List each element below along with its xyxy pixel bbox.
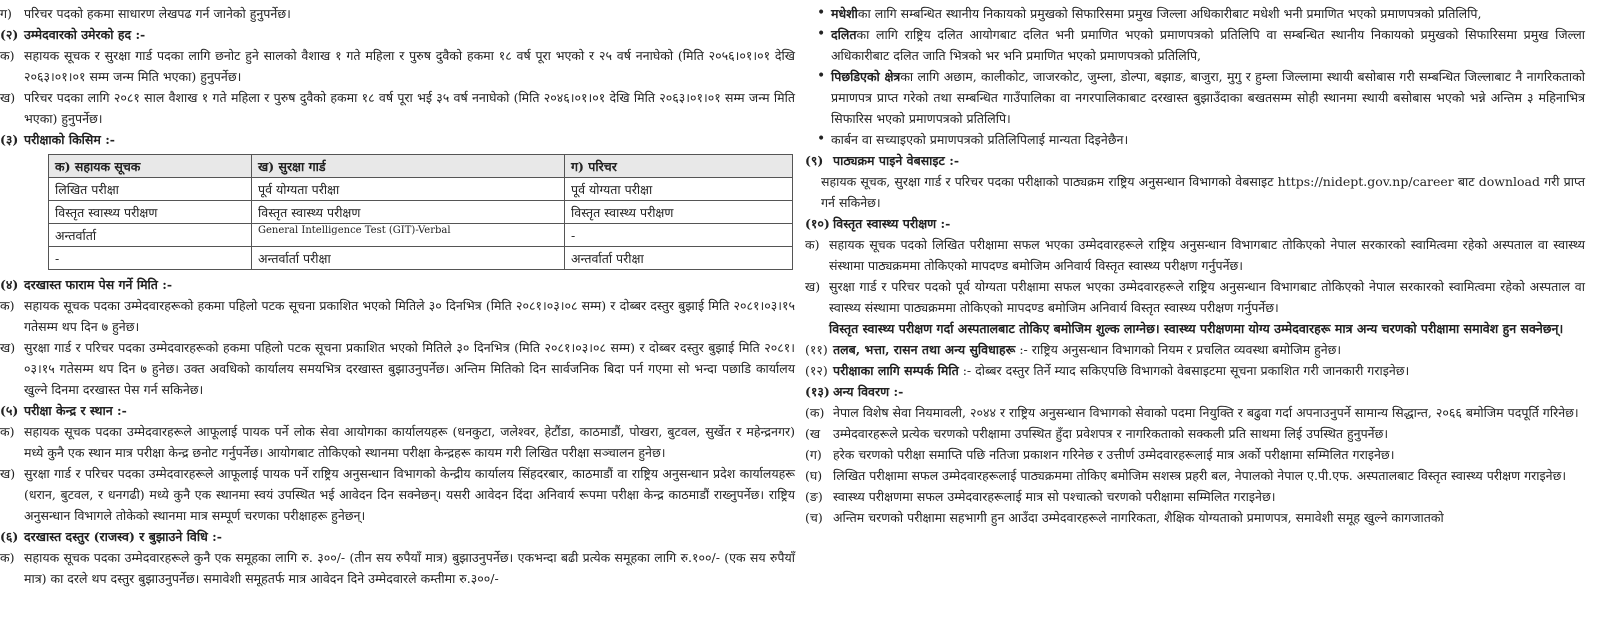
section-10-heading — [805, 213, 1585, 234]
table-cell: लिखित परीक्षा — [49, 178, 252, 201]
bullet-text: कार्बन वा सच्याइएको प्रमाणपत्रको प्रतिलिपिलाई मान्यता दिइनेछैन। — [831, 132, 1129, 147]
clause-13-cha — [805, 507, 1585, 528]
clause-13-nga — [805, 486, 1585, 507]
bullet-carbon-copy — [805, 129, 1585, 150]
section-12 — [805, 360, 1585, 381]
clause-text: सुरक्षा गार्ड र परिचर पदका उम्मेदवारहरूको हकमा पहिलो पटक सूचना प्रकाशित भएको मितिले ३० दिनभित्र (मिति २०८१।०३।०८ सम्म) र दोब्बर दस्तुर बुझाई मिति २०८१।०३।१५ गतेसम्म थप दिन ७ हुनेछ। उक्त अवधिको कार्यालय समयभित्र दरखास्त बुझाउनुपर्नेछ। अन्तिम मितिको दिन सार्वजनिक बिदा पर्न गएमा सो भन्दा पछाडि कार्यालय खुल्ने दिनमा दरखास्त पेस गर्न सकिनेछ। — [24, 340, 795, 397]
bullet-body: का लागि अछाम, कालीकोट, जाजरकोट, जुम्ला, डोल्पा, बझाङ, बाजुरा, मुगु र हुम्ला जिल्लामा स्थायी बसोबास गरी सम्बन्धित जिल्लाबाट नै नागरिकताको प्रमाणपत्र प्राप्त गरेको तथा सम्बन्धित गाउँपालिका वा नगरपालिकाबाट दरखास्त बुझाउँदाका बखतसम्म सोही स्थानमा स्थायी बसोबास भएको भन्ने अन्तिम ३ महिनाभित्र सिफारिस भएको प्रमाणपत्रको प्रतिलिपि। — [831, 69, 1585, 126]
bullet-text — [831, 66, 1585, 129]
clause-text: उम्मेदवारहरूले प्रत्येक चरणको परीक्षामा उपस्थित हुँदा प्रवेशपत्र र नागरिकताको सक्कली प्रति साथमा लिई उपस्थित हुनुपर्नेछ। — [833, 426, 1389, 441]
table-cell: अन्तर्वार्ता परीक्षा — [252, 247, 565, 270]
table-cell: - — [49, 247, 252, 270]
section-title: दरखास्त फाराम पेस गर्ने मिति :- — [24, 277, 173, 292]
clause-text: स्वास्थ्य परीक्षणमा सफल उम्मेदवारहरूलाई मात्र सो पश्चात्को चरणको परीक्षामा सम्मिलित गराइनेछ। — [833, 489, 1276, 504]
table-cell: विस्तृत स्वास्थ्य परीक्षण — [565, 201, 793, 224]
section-number: (१०) — [805, 216, 830, 231]
bullet-icon: • — [817, 5, 826, 21]
clause-marker: क) — [805, 237, 820, 252]
section-title: उम्मेदवारको उमेरको हद :- — [24, 27, 146, 42]
section-5-heading — [0, 400, 795, 421]
table-row — [49, 224, 793, 247]
clause-text: सहायक सूचक पदको लिखित परीक्षामा सफल भएका उम्मेदवारहरूले राष्ट्रिय अनुसन्धान विभागबाट तोकिएको नेपाल सरकारको स्वामित्वमा रहेको अस्पताल वा स्वास्थ्य संस्थामा पाठ्यक्रममा तोकिएको मापदण्ड बमोजिम अनिवार्य विस्तृत स्वास्थ्य परीक्षण गर्नुपर्नेछ। — [829, 237, 1585, 273]
section-number: (३) — [0, 132, 19, 147]
clause-marker: ख) — [0, 340, 16, 355]
section-number: (११) — [805, 342, 828, 357]
bullet-term: दलित — [831, 27, 857, 42]
clause-13-gha — [805, 465, 1585, 486]
section-4-heading — [0, 274, 795, 295]
clause-marker: क) — [0, 298, 15, 313]
clause-4-ka — [0, 295, 795, 337]
column-header: ग) परिचर — [565, 155, 793, 178]
left-column — [0, 0, 795, 589]
health-check-note: विस्तृत स्वास्थ्य परीक्षण गर्दा अस्पतालबाट तोकिए बमोजिम शुल्क लाग्नेछ। स्वास्थ्य परीक्षणमा योग्य उम्मेदवारहरू मात्र अन्य चरणको परीक्षामा समावेश हुन सक्नेछन्। — [829, 321, 1564, 336]
section-title: परीक्षाका लागि सम्पर्क मिति — [833, 363, 959, 378]
column-header: क) सहायक सूचक — [49, 155, 252, 178]
table-cell: पूर्व योग्यता परीक्षा — [565, 178, 793, 201]
section-text: :- राष्ट्रिय अनुसन्धान विभागको नियम र प्रचलित व्यवस्था बमोजिम हुनेछ। — [1015, 342, 1342, 357]
bullet-madhesi — [805, 3, 1585, 24]
right-column — [805, 0, 1585, 528]
section-11 — [805, 339, 1585, 360]
exam-type-table — [48, 154, 793, 270]
table-cell: अन्तर्वार्ता — [49, 224, 252, 247]
table-cell: - — [565, 224, 793, 247]
table-cell: पूर्व योग्यता परीक्षा — [252, 178, 565, 201]
section-number: (४) — [0, 277, 19, 292]
bullet-term: मधेशी — [831, 6, 858, 21]
clause-marker: क) — [0, 424, 15, 439]
clause-text: लिखित परीक्षामा सफल उम्मेदवारहरूलाई पाठ्यक्रममा तोकिए बमोजिम सशस्त्र प्रहरी बल, नेपालको नेपाल ए.पी.एफ. अस्पतालबाट विस्तृत स्वास्थ्य परीक्षण गराइनेछ। — [833, 468, 1567, 483]
clause-4-kha — [0, 337, 795, 400]
clause-5-kha — [0, 463, 795, 526]
clause-marker: ख) — [805, 279, 821, 294]
clause-text: सहायक सूचक पदका उम्मेदवारहरूले कुनै एक समूहका लागि रु. ३००/- (तीन सय रुपैयाँ मात्र) बुझाउनुपर्नेछ। एकभन्दा बढी प्रत्येक समूहका लागि रु.१००/- (एक सय रुपैयाँ मात्र) का दरले थप दस्तुर बुझाउनुपर्नेछ। समावेशी समूहतर्फ मात्र आवेदन दिने उम्मेदवारले कम्तीमा रु.३००/- — [24, 550, 795, 586]
clause-marker: ख) — [0, 90, 16, 105]
table-row — [49, 178, 793, 201]
section-title: विस्तृत स्वास्थ्य परीक्षण :- — [833, 216, 951, 231]
section-title: पाठ्यक्रम पाइने वेबसाइट :- — [833, 153, 960, 168]
clause-5-ka — [0, 421, 795, 463]
clause-text: सुरक्षा गार्ड र परिचर पदको पूर्व योग्यता परीक्षामा सफल भएका उम्मेदवारहरूले राष्ट्रिय अनुसन्धान विभागबाट तोकिएको नेपाल सरकारको स्वामित्वमा रहेको अस्पताल वा स्वास्थ्य संस्थामा पाठ्यक्रममा तोकिएको मापदण्ड बमोजिम अनिवार्य विस्तृत स्वास्थ्य परीक्षण गर्नुपर्नेछ। — [829, 279, 1585, 315]
clause-2-ka — [0, 45, 795, 87]
clause-marker: ख) — [0, 466, 16, 481]
bullet-text — [831, 3, 1585, 24]
section-title: परीक्षाको किसिम :- — [24, 132, 115, 147]
clause-6-ka — [0, 547, 795, 589]
bullet-body: का लागि राष्ट्रिय दलित आयोगबाट दलित भनी प्रमाणित भएको प्रमाणपत्रको प्रतिलिपि वा सम्बन्धित स्थानीय निकायको प्रमुखको सिफारिसमा प्रमुख जिल्ला अधिकारीबाट दलित जाति भित्रको भर भनि प्रमाणित भएको प्रमाणपत्रको प्रतिलिपि, — [831, 27, 1585, 63]
clause-text: सहायक सूचक पदका उम्मेदवारहरूको हकमा पहिलो पटक सूचना प्रकाशित भएको मितिले ३० दिनभित्र (मिति २०८१।०३।०८ सम्म) र दोब्बर दस्तुर बुझाई मिति २०८१।०३।१५ गतेसम्म थप दिन ७ हुनेछ। — [24, 298, 795, 334]
bullet-backward-region — [805, 66, 1585, 129]
clause-text: सहायक सूचक र सुरक्षा गार्ड पदका लागि छनोट हुने सालको वैशाख १ गते महिला र पुरुष दुवैको हकमा १८ वर्ष पूरा भएको र २५ वर्ष ननाघेको (मिति २०५६।०१।०१ देखि २०६३।०१।०१ सम्म जन्म मिति भएका) हुनुपर्नेछ। — [24, 48, 795, 84]
clause-10-ka — [805, 234, 1585, 276]
clause-ga — [0, 3, 795, 24]
curriculum-website-text: सहायक सूचक, सुरक्षा गार्ड र परिचर पदका परीक्षाको पाठ्यक्रम राष्ट्रिय अनुसन्धान विभागको वेबसाइट https://nidept.gov.np/career बाट download गरी प्राप्त गर्न सकिनेछ। — [821, 174, 1585, 210]
clause-text: सुरक्षा गार्ड र परिचर पदका उम्मेदवारहरूले आफूलाई पायक पर्ने राष्ट्रिय अनुसन्धान विभागको केन्द्रीय कार्यालय सिंहदरबार, काठमाडौं वा राष्ट्रिय अनुसन्धान प्रदेश कार्यालयहरू (धरान, बुटवल, र धनगढी) मध्ये कुनै एक स्थानमा स्वयं उपस्थित भई आवेदन दिन सक्नेछन्। यसरी आवेदन दिंदा अनिवार्य रूपमा परीक्षा केन्द्र काठमाडौं राख्नुपर्नेछ। राष्ट्रिय अनुसन्धान विभागले तोकेको स्थानमा मात्र सम्पूर्ण चरणका परीक्षाहरू हुनेछन्। — [24, 466, 795, 523]
section-title: दरखास्त दस्तुर (राजस्व) र बुझाउने विधि :- — [24, 529, 222, 544]
bullet-icon: • — [817, 131, 826, 147]
clause-text: हरेक चरणको परीक्षा समाप्ति पछि नतिजा प्रकाशन गरिनेछ र उत्तीर्ण उम्मेदवारहरूलाई मात्र अर्को परीक्षामा सम्मिलित गराइनेछ। — [833, 447, 1395, 462]
clause-marker: (ख — [805, 426, 821, 441]
clause-marker: ग) — [0, 6, 12, 21]
clause-13-ka — [805, 402, 1585, 423]
table-cell: अन्तर्वार्ता परीक्षा — [565, 247, 793, 270]
section-9-heading — [805, 150, 1585, 171]
section-number: (२) — [0, 27, 19, 42]
clause-13-ga — [805, 444, 1585, 465]
clause-text: परिचर पदको हकमा साधारण लेखपढ गर्न जानेको हुनुपर्नेछ। — [24, 6, 291, 21]
section-body — [833, 339, 1585, 360]
clause-marker: (क) — [805, 405, 825, 420]
clause-text: नेपाल विशेष सेवा नियमावली, २०४४ र राष्ट्रिय अनुसन्धान विभागको सेवाको पदमा नियुक्ति र बढुवा गर्दा अपनाउनुपर्ने सामान्य सिद्धान्त, २०६६ बमोजिम पदपूर्ति गरिनेछ। — [833, 405, 1579, 420]
bullet-body: का लागि सम्बन्धित स्थानीय निकायको प्रमुखको सिफारिसमा प्रमुख जिल्ला अधिकारीबाट मधेशी भनी प्रमाणित भएको प्रमाणपत्रको प्रतिलिपि, — [857, 6, 1482, 21]
bullet-term: पिछडिएको क्षेत्र — [831, 69, 901, 84]
section-6-heading — [0, 526, 795, 547]
clause-marker: (च) — [805, 510, 823, 525]
table-row — [49, 247, 793, 270]
section-title: अन्य विवरण :- — [833, 384, 904, 399]
clause-marker: (ग) — [805, 447, 822, 462]
table-header-row — [49, 155, 793, 178]
section-title: परीक्षा केन्द्र र स्थान :- — [24, 403, 127, 418]
section-13-heading — [805, 381, 1585, 402]
section-2-heading — [0, 24, 795, 45]
section-title: तलब, भत्ता, रासन तथा अन्य सुविधाहरू — [833, 342, 1016, 357]
clause-marker: (ङ) — [805, 489, 823, 504]
section-number: (५) — [0, 403, 19, 418]
section-text: :- दोब्बर दस्तुर तिर्ने म्याद सकिएपछि विभागको वेबसाइटमा सूचना प्रकाशित गरी जानकारी गराइनेछ। — [958, 363, 1410, 378]
bullet-dalit — [805, 24, 1585, 66]
section-number: (९) — [805, 153, 824, 168]
clause-2-kha — [0, 87, 795, 129]
clause-13-kha — [805, 423, 1585, 444]
clause-marker: क) — [0, 48, 15, 63]
clause-marker: (घ) — [805, 468, 823, 483]
section-number: (१२) — [805, 363, 828, 378]
table-cell: विस्तृत स्वास्थ्य परीक्षण — [49, 201, 252, 224]
table-cell: विस्तृत स्वास्थ्य परीक्षण — [252, 201, 565, 224]
bullet-text — [831, 24, 1585, 66]
bullet-icon: • — [817, 68, 826, 84]
section-body — [833, 360, 1585, 381]
clause-text: अन्तिम चरणको परीक्षामा सहभागी हुन आउँदा उम्मेदवारहरूले नागरिकता, शैक्षिक योग्यताको प्रमाणपत्र, समावेशी समूह खुल्ने कागजातको — [833, 510, 1444, 525]
clause-10-kha — [805, 276, 1585, 318]
clause-marker: क) — [0, 550, 15, 565]
table-row — [49, 201, 793, 224]
table-cell: General Intelligence Test (GIT)-Verbal — [252, 224, 565, 247]
bullet-icon: • — [817, 26, 826, 42]
section-3-heading — [0, 129, 795, 150]
section-number: (६) — [0, 529, 19, 544]
clause-text: सहायक सूचक पदका उम्मेदवारहरूले आफूलाई पायक पर्ने लोक सेवा आयोगका कार्यालयहरू (धनकुटा, जलेश्वर, हेटौंडा, काठमाडौं, पोखरा, बुटवल, सुर्खेत र महेन्द्रनगर) मध्ये कुनै एक स्थान मात्र परीक्षा केन्द्र छनोट गर्नुपर्नेछ। आयोगबाट तोकिएको स्थानमा परीक्षा केन्द्रहरू कायम गरी लिखित परीक्षा सञ्चालन हुनेछ। — [24, 424, 795, 460]
clause-text: परिचर पदका लागि २०८१ साल वैशाख १ गते महिला र पुरुष दुवैको हकमा १८ वर्ष पूरा भई ३५ वर्ष ननाघेको (मिति २०४६।०१।०१ देखि मिति २०६३।०१।०१ सम्म जन्म मिति भएका) हुनुपर्नेछ। — [24, 90, 795, 126]
section-number: (१३) — [805, 384, 830, 399]
column-header: ख) सुरक्षा गार्ड — [252, 155, 565, 178]
